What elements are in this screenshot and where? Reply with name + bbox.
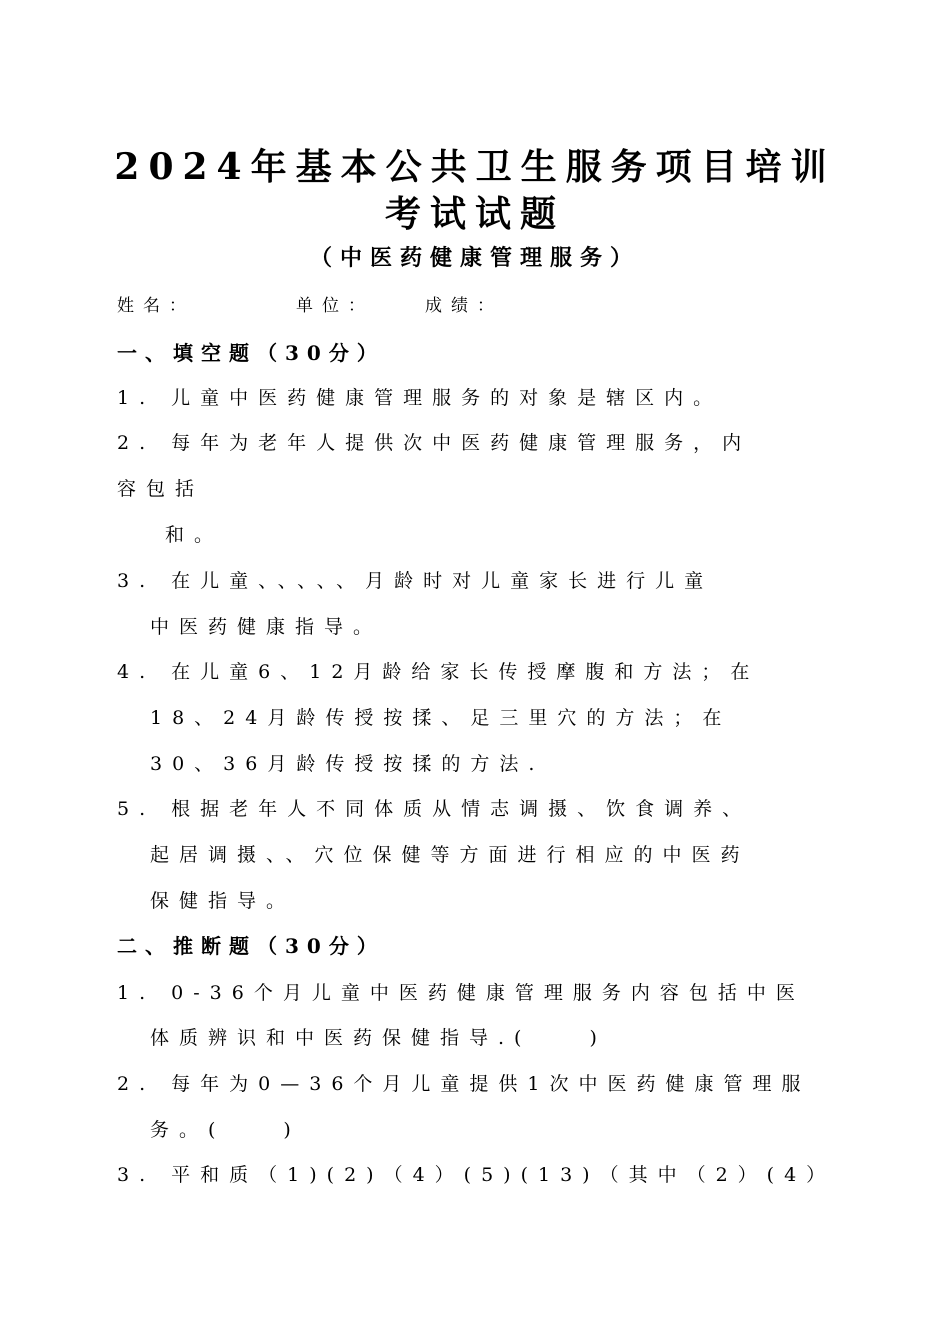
judge-question-2-line-2: 务。( ) (150, 1119, 301, 1141)
fill-question-4-line-1: 4. 在儿童6、12月龄给家长传授摩腹和方法；在 (117, 661, 760, 683)
unit-label: 单位： (296, 296, 374, 316)
fill-question-4-line-3: 30、36月龄传授按揉的方法. (150, 753, 545, 775)
page-subtitle: （中医药健康管理服务） (309, 245, 640, 271)
fill-question-1: 1. 儿童中医药健康管理服务的对象是辖区内。 (117, 387, 723, 409)
fill-question-2-line-2: 容包括 (117, 478, 205, 500)
page-title-line-2: 考试试题 (384, 193, 565, 235)
fill-question-4-line-2: 18、24月龄传授按揉、足三里穴的方法；在 (150, 707, 732, 729)
fill-question-3-line-2: 中医药健康指导。 (150, 616, 383, 638)
fill-question-2-line-3: 和。 (165, 524, 224, 546)
fill-question-5-line-2: 起居调摄、、穴位保健等方面进行相应的中医药 (150, 844, 750, 866)
name-label: 姓名： (117, 296, 195, 316)
judge-question-3-line-1: 3. 平和质（1)(2)（4）(5)(13)（其中（2）(4） (117, 1164, 836, 1186)
fill-question-3-line-1: 3. 在儿童、、、、、月龄时对儿童家长进行儿童 (117, 570, 714, 592)
section-2-heading: 二、推断题（30分） (117, 934, 385, 958)
page-title-line-1: 2024年基本公共卫生服务项目培训 (114, 146, 836, 188)
score-label: 成绩： (425, 296, 503, 316)
judge-question-1-line-2: 体质辨识和中医药保健指导.( ) (150, 1027, 607, 1049)
fill-question-5-line-1: 5. 根据老年人不同体质从情志调摄、饮食调养、 (117, 798, 752, 820)
judge-question-2-line-1: 2. 每年为0—36个月儿童提供1次中医药健康管理服 (117, 1073, 811, 1095)
fill-question-5-line-3: 保健指导。 (150, 890, 296, 912)
judge-question-1-line-1: 1. 0-36个月儿童中医药健康管理服务内容包括中医 (117, 982, 805, 1004)
section-1-heading: 一、填空题（30分） (117, 341, 385, 365)
fill-question-2-line-1: 2. 每年为老年人提供次中医药健康管理服务，内 (117, 432, 752, 454)
